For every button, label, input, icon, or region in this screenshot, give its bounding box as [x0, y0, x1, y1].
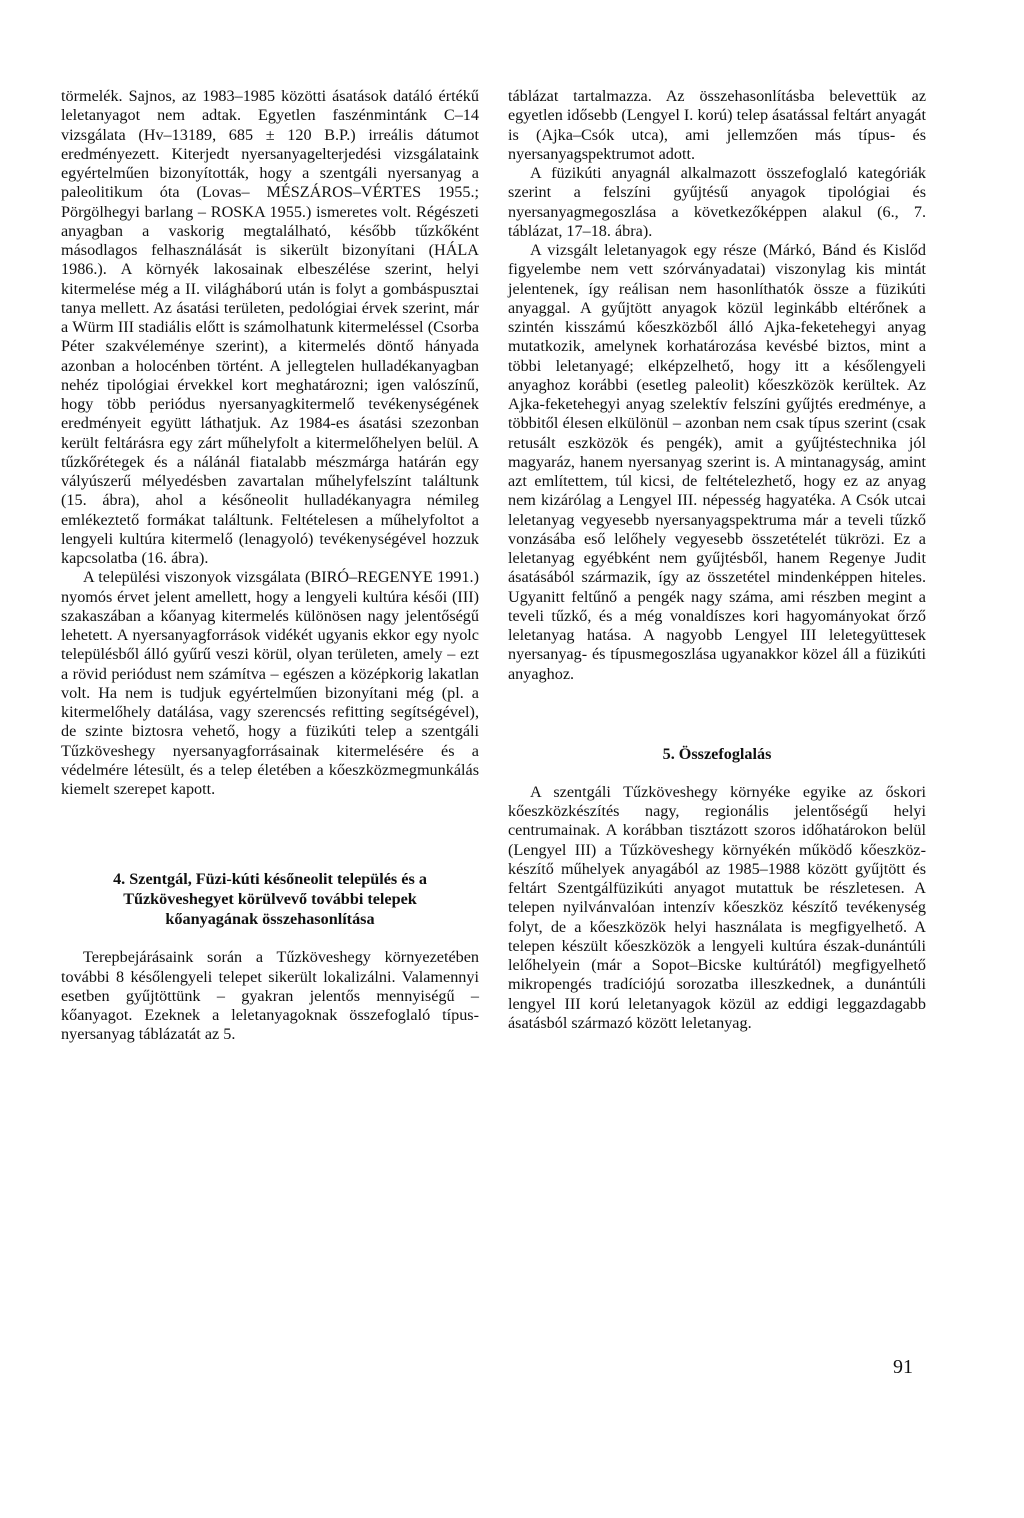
right-column [508, 87, 926, 1033]
section-4-heading-line-3: kőanyagának összehasonlítása [165, 910, 375, 929]
right-paragraph-4: A szentgáli Tűzköveshegy környéke egyike az őskori kőeszközkészítés nagy, regionális jelentőségű helyi centrumainak. A korábban tisztázott szoros időhatárokon belül (Lengyel III) a Tűzköveshegy környékén működő kőeszköz-készítő műhelyek anyagából az 1985–1988 között gyűjtött és feltárt Szentgálfüzikúti anyagot mutattuk be részletesen. A telepen nyilvánvalóan intenzív kőeszköz készítő tevékenység folyt, de a kőeszközök helyi használata is megfigyelhető. A telepen készült kőeszközök a lengyeli kultúra észak-dunántúli lelőhelyein (már a Sopot–Bicske kultúrától) megfigyelhető mikropengés tradíciójú sorozatba illeszkednek, a dunántúli lengyel III korú leletanyagok közül az eddigi leggazdagabb ásatásból származó között leletanyag. [508, 782, 926, 1032]
page-number: 91 [893, 1356, 913, 1378]
section-4-heading-line-2: Tűzköveshegyet körülvevő további telepek [123, 890, 417, 909]
left-paragraph-3: Terepbejárásaink során a Tűzköveshegy környezetében további 8 későlengyeli telepet sikerült lokalizálni. Valamennyi esetben gyűjtöttünk – gyakran jelentős mennyiségű – kőanyagot. Ezeknek a leletanyagoknak összefoglaló típus-nyersanyag táblázatát az 5. [61, 948, 479, 1044]
section-4-heading-line-1: 4. Szentgál, Füzi-kúti későneolit település és a [113, 870, 427, 889]
right-paragraph-3: A vizsgált leletanyagok egy része (Márkó, Bánd és Kislőd figyelembe nem vett szórványadatai) viszonylag kis mintát jelentenek, így reálisan nem hasonlíthatók össze a füzikúti anyaggal. A gyűjtött anyagok közül leginkább eltérőnek a szintén kisszámú kőeszközből álló Ajka-feketehegyi anyag mutatkozik, amelynek korhatározása kevésbé biztos, mint a többi leletanyagé; elképzelhető, hogy itt a későlengyeli anyaghoz korábbi (esetleg paleolit) kőeszközök kerültek. Az Ajka-feketehegyi anyag szelektív felszíni gyűjtés eredménye, a többitől élesen elkülönül – azonban nem csak típus szerint (csak retusált eszközök és pengék), amit a gyűjtéstechnika jól magyaráz, hanem nyersanyag szerint is. A mintanagyság, amint azt említettem, túl kicsi, de feltételezhető, hogy ez az anyag nem kizárólag a Lengyel III. népesség hagyatéka. A Csók utcai leletanyag vegyesebb nyersanyagspektruma már a teveli tűzkő vonzásába eső lelőhely vegyesebb összetételét tükrözi. Ez a leletanyag egyébként nem gyűjtésből, hanem Regenye Judit ásatásából származik, így az összetétel mindenképpen hiteles. Ugyanitt feltűnő a pengék nagy száma, ami részben megint a teveli tűzkő, és a még vonaldíszes kori hagyományokat őrző leletanyag hatása. A nagyobb Lengyel III leletegyüttesek nyersanyag- és típusmegoszlása ugyanakkor közel áll a füzikúti anyaghoz. [508, 241, 926, 683]
left-column [61, 87, 479, 1045]
section-4-heading [61, 869, 479, 929]
left-paragraph-2: A települési viszonyok vizsgálata (BIRÓ–REGENYE 1991.) nyomós érvet jelent amellett, hogy a lengyeli kultúra késői (III) szakaszában a kőanyag kitermelés különösen nagy jelentőségű lehetett. A nyersanyagforrások vidékét ugyanis ekkor egy nyolc településből álló gyűrű veszi körül, olyan területen, amely – ezt a rövid periódust nem számítva – egészen a középkorig lakatlan volt. Ha nem is tudjuk egyértelműen bizonyítani még (pl. a kitermelőhely datálása, vagy szerencsés refitting segítségével), de szinte biztosra vehető, hogy a füzikúti telep a szentgáli Tűzköveshegy nyersanyagforrásainak kitermelésére és a védelmére létesült, és a telep életében a kőeszközmegmunkálás kiemelt szerepet kapott. [61, 568, 479, 798]
left-paragraph-1: törmelék. Sajnos, az 1983–1985 közötti ásatások datáló értékű leletanyagot nem adtak. Egyetlen faszénmintánk C–14 vizsgálata (Hv–13189, 685 ± 120 B.P.) irreális dátumot eredményezett. Kiterjedt nyersanyagelterjedési vizsgálataink egyértelműen bizonyították, hogy a szentgáli nyersanyag a paleolitikum óta (Lovas– MÉSZÁROS–VÉRTES 1955.; Pörgölhegyi barlang – ROSKA 1955.) ismeretes volt. Régészeti anyagban a vaskorig megtalálható, később tűzkőként másodlagos felhasználását is sikerült bizonyítani (HÁLA 1986.). A környék lakosainak elbeszélése szerint, helyi kitermelése még a II. világháború után is folyt a gombáspusztai tanya mellett. Az ásatási területen, pedológiai érvek szerint, már a Würm III stadiális előtt is számolhatunk kitermeléssel (Csorba Péter szakvéleménye szerint), a kitermelés döntő hányada azonban a holocénben történt. A jellegtelen hulladékanyagban nehéz tipológiai érvekkel kort meghatározni; igen valószínű, hogy több periódus nyersanyagkitermelő tevékenységének eredményeit együtt láthatjuk. Az 1984-es ásatási szezonban került feltárásra egy zárt műhelyfolt a kitermelőhelyen belül. A tűzkőrétegek és a nálánál fiatalabb mészmárga határán egy vályúszerű mélyedésben zavartalan műhelyfelszínt találtunk (15. ábra), ahol a későneolit hulladékanyagra némileg emlékeztető formákat találtunk. Feltételesen a műhelyfoltot a lengyeli kultúra kitermelő (lenagyoló) tevékenységével hozzuk kapcsolatba (16. ábra). [61, 87, 479, 567]
right-paragraph-2: A füzikúti anyagnál alkalmazott összefoglaló kategóriák szerint a felszíni gyűjtésű anyagok tipológiai és nyersanyagmegoszlása a következőképpen alakul (6., 7. táblázat, 17–18. ábra). [508, 164, 926, 240]
section-5-heading: 5. Összefoglalás [662, 744, 772, 763]
right-paragraph-1: táblázat tartalmazza. Az összehasonlításba belevettük az egyetlen idősebb (Lengyel I. korú) telep ásatással feltárt anyagát is (Ajka–Csók utca), ami jellemzően más típus- és nyersanyagspektrumot adott. [508, 87, 926, 163]
